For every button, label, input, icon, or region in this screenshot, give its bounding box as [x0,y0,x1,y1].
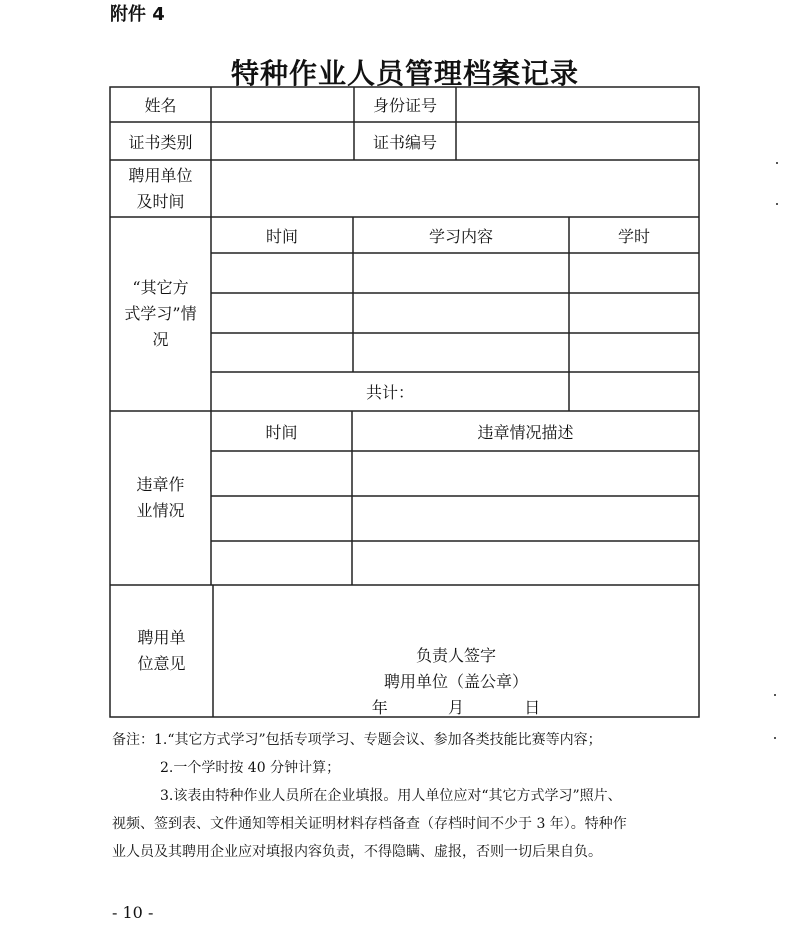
seal-label: 聘用单位（盖公章） [383,672,528,691]
employer-label [110,160,211,217]
note-line-5: 业人员及其聘用企业应对填报内容负责，不得隐瞒、虚报，否则一切后果自负。 [112,844,602,860]
employer-label-line1: 聘用单位 [128,165,193,185]
annex-label: 附件 4 [110,4,165,25]
cert-no-field[interactable] [456,122,699,160]
study-label-line1: “其它方 [132,278,189,297]
study-col-hours: 学时 [617,226,650,246]
study-col-time: 时间 [265,226,298,246]
opinion-section-label [110,585,213,717]
study-label-line3: 况 [152,330,169,349]
date-year: 年 [371,698,388,717]
scan-speck [776,203,778,205]
violation-label-line2: 业情况 [136,501,185,520]
violation-col-desc: 违章情况描述 [477,422,574,442]
scan-speck [776,162,778,164]
study-section-label [110,217,211,411]
date-day: 日 [524,698,541,717]
violation-col-time: 时间 [265,422,298,442]
scan-speck [774,737,776,739]
opinion-label-line2: 位意见 [137,654,186,673]
date-line [213,695,699,718]
cert-type-field[interactable] [211,122,354,160]
study-total-field[interactable] [569,372,699,411]
cert-no-label: 证书编号 [372,132,437,152]
employer-label-line2: 及时间 [136,191,185,211]
signer-label: 负责人签字 [415,646,496,665]
study-col-content: 学习内容 [428,226,493,246]
scan-speck [774,694,776,696]
study-total-label: 共计： [365,383,414,402]
opinion-label-line1: 聘用单 [137,628,186,647]
id-field[interactable] [456,87,699,122]
notes [112,726,712,866]
note-line-3: 3.该表由特种作业人员所在企业填报。用人单位应对“其它方式学习”照片、 [160,788,622,804]
cert-type-label: 证书类别 [128,132,193,152]
document-title: 特种作业人员管理档案记录 [230,57,579,90]
violation-label-line1: 违章作 [136,475,185,494]
page-number: - 10 - [112,903,154,922]
date-month: 月 [447,698,464,717]
study-label-line2: 式学习”情 [124,304,197,323]
note-line-2: 2.一个学时按 40 分钟计算； [160,760,341,776]
employer-field[interactable] [211,160,699,217]
note-line-4: 视频、签到表、文件通知等相关证明材料存档备查（存档时间不少于 3 年）。特种作 [112,816,627,832]
name-field[interactable] [211,87,354,122]
note-line-1: 备注：1.“其它方式学习”包括专项学习、专题会议、参加各类技能比赛等内容； [112,732,602,748]
id-label: 身份证号 [372,96,437,115]
violation-section-label [110,411,211,585]
name-label: 姓名 [144,96,177,115]
